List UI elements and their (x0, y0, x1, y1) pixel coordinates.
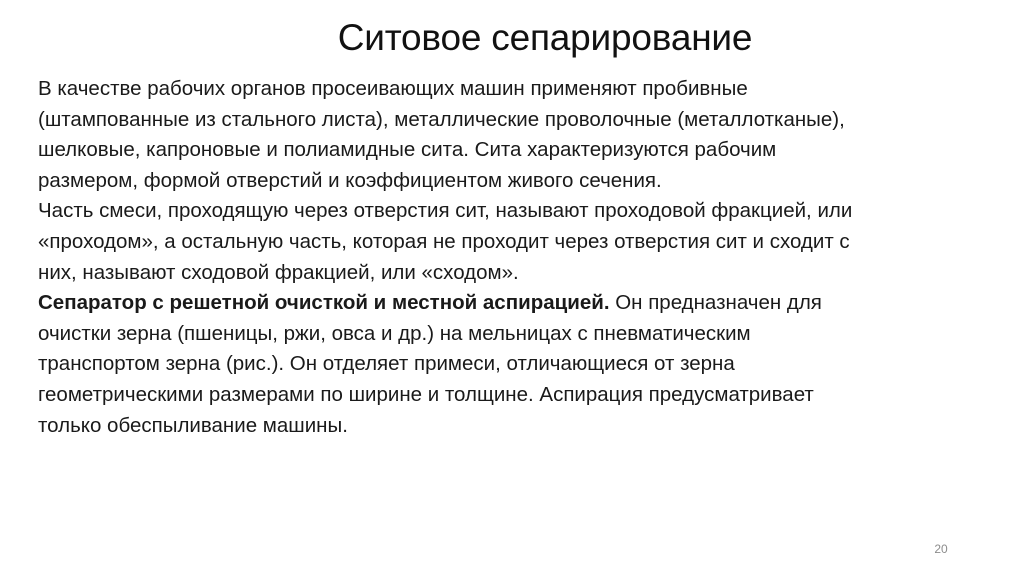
separator-heading: Сепаратор с решетной очисткой и местной аспирацией. (38, 291, 610, 315)
page-number: 20 (934, 542, 948, 556)
text-line: очистки зерна (пшеницы, ржи, овса и др.) на мельницах с пневматическим (38, 321, 751, 345)
text-line: них, называют сходовой фракцией, или «сходом». (38, 260, 519, 284)
text-line: «проходом», а остальную часть, которая не проходит через отверстия сит и сходит с (38, 229, 850, 253)
text-line: геометрическими размерами по ширине и толщине. Аспирация предусматривает (38, 382, 814, 406)
text-line: транспортом зерна (рис.). Он отделяет примеси, отличающиеся от зерна (38, 352, 735, 376)
separator-lead-rest: Он предназначен для (609, 291, 822, 315)
text-line (38, 288, 988, 319)
paragraph-separator (38, 288, 988, 441)
slide-title: Ситовое сепарирование (337, 17, 753, 58)
text-line: (штампованные из стального листа), металлические проволочные (металлотканые), (38, 107, 845, 131)
text-line: размером, формой отверстий и коэффициентом живого сечения. (38, 168, 662, 192)
text-line: шелковые, капроновые и полиамидные сита. Сита характеризуются рабочим (38, 138, 777, 162)
text-line: Часть смеси, проходящую через отверстия сит, называют проходовой фракцией, или (38, 199, 853, 223)
slide-body (38, 74, 988, 441)
text-line: В качестве рабочих органов просеивающих машин применяют пробивные (38, 77, 748, 100)
paragraph-sieve-types (38, 74, 988, 196)
paragraph-fractions (38, 196, 988, 288)
text-line: только обеспыливание машины. (38, 413, 348, 437)
